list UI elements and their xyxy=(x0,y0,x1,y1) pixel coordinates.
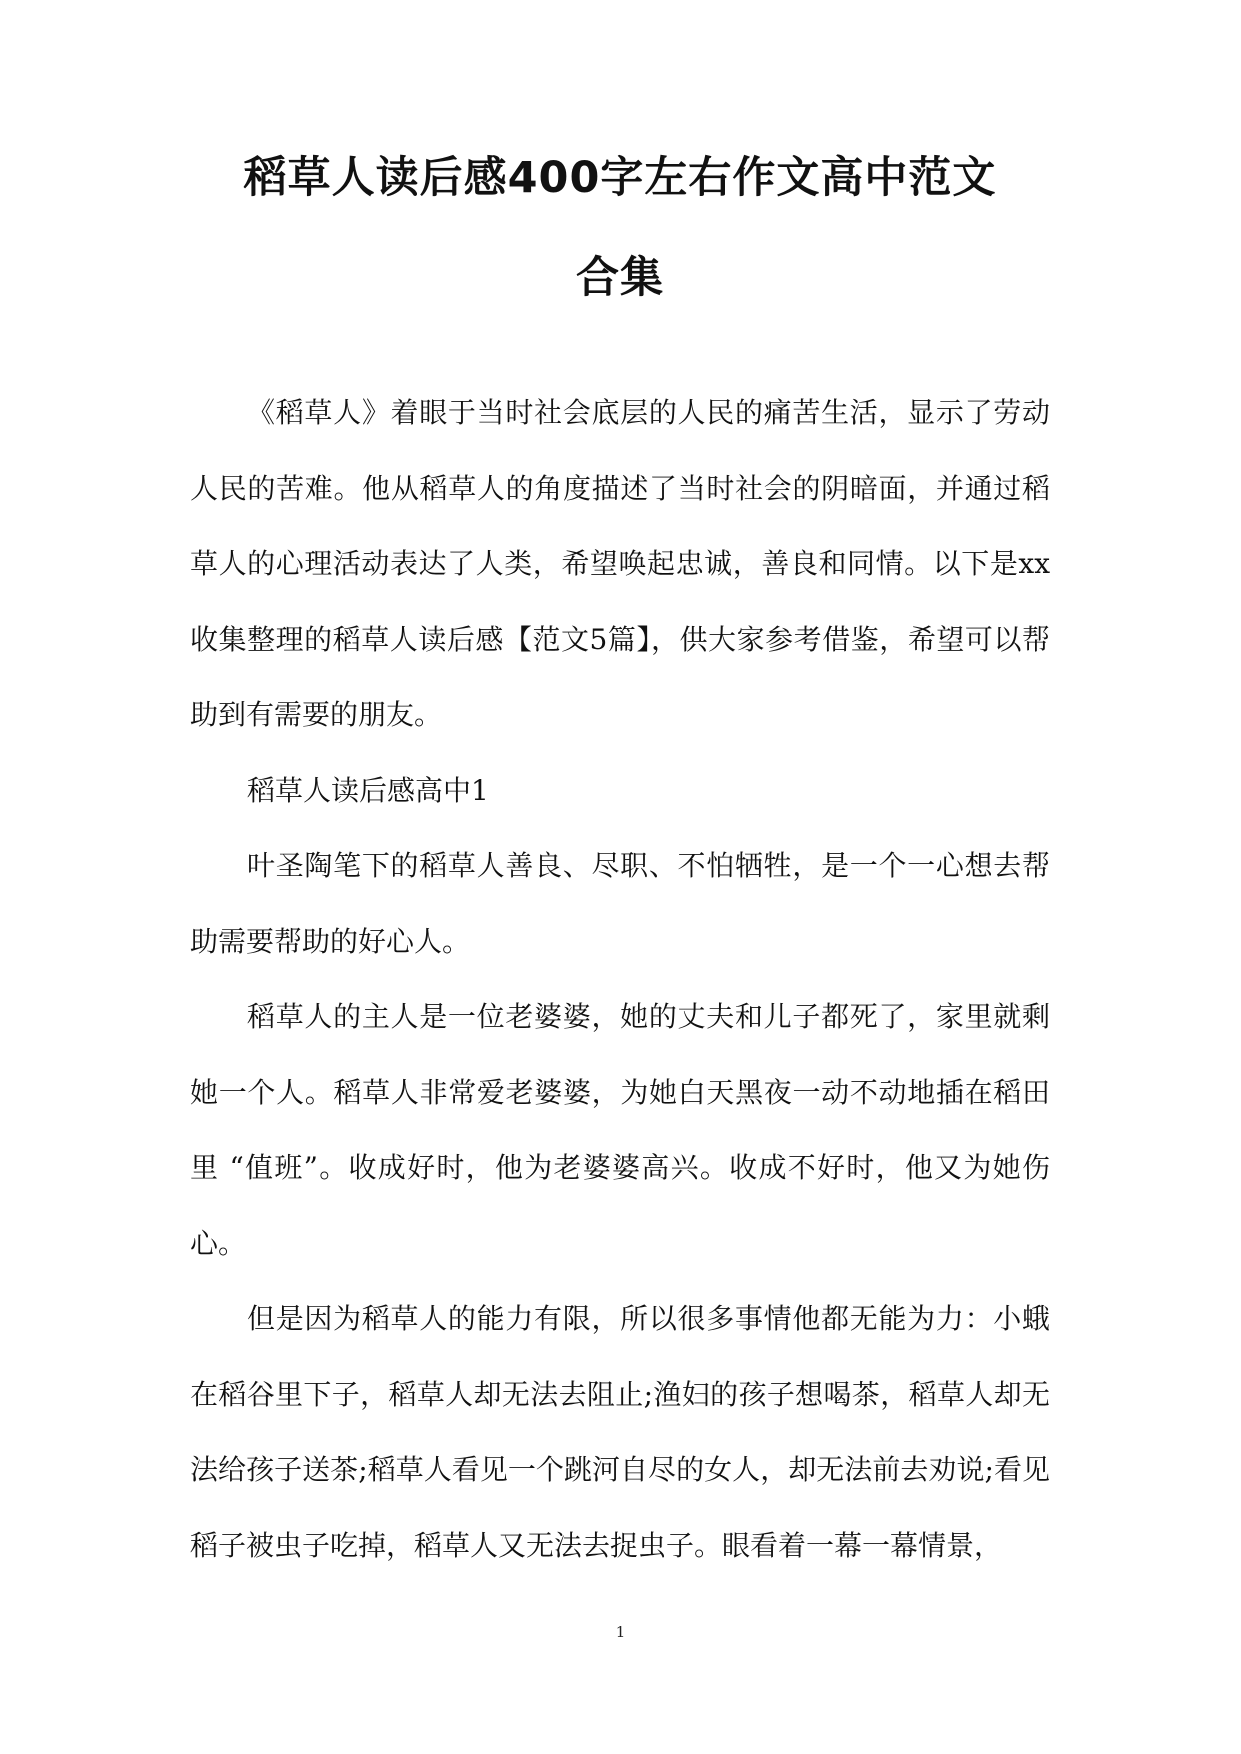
document-title-line-1: 稻草人读后感400字左右作文高中范文 xyxy=(243,153,997,203)
body-paragraph: 叶圣陶笔下的稻草人善良、尽职、不怕牺牲，是一个一心想去帮助需要帮助的好心人。 xyxy=(190,849,1050,958)
document-title-line-2: 合集 xyxy=(576,253,664,303)
document-body xyxy=(190,375,1050,1583)
section-heading: 稻草人读后感高中1 xyxy=(247,773,489,807)
body-paragraph: 稻草人的主人是一位老婆婆，她的丈夫和儿子都死了，家里就剩她一个人。稻草人非常爱老婆婆，为她白天黑夜一动不动地插在稻田里 “值班”。收成好时，他为老婆婆高兴。收成不好时，他又为她伤心。 xyxy=(190,1000,1050,1260)
page-number: 1 xyxy=(615,1623,626,1641)
intro-paragraph: 《稻草人》着眼于当时社会底层的人民的痛苦生活，显示了劳动人民的苦难。他从稻草人的角度描述了当时社会的阴暗面，并通过稻草人的心理活动表达了人类，希望唤起忠诚，善良和同情。以下是xx收集整理的稻草人读后感【范文5篇】，供大家参考借鉴，希望可以帮助到有需要的朋友。 xyxy=(190,396,1050,731)
body-paragraph: 但是因为稻草人的能力有限，所以很多事情他都无能为力：小蛾在稻谷里下子，稻草人却无法去阻止;渔妇的孩子想喝茶，稻草人却无法给孩子送茶;稻草人看见一个跳河自尽的女人，却无法前去劝说;看见稻子被虫子吃掉，稻草人又无法去捉虫子。眼看着一幕一幕情景， xyxy=(190,1302,1050,1562)
